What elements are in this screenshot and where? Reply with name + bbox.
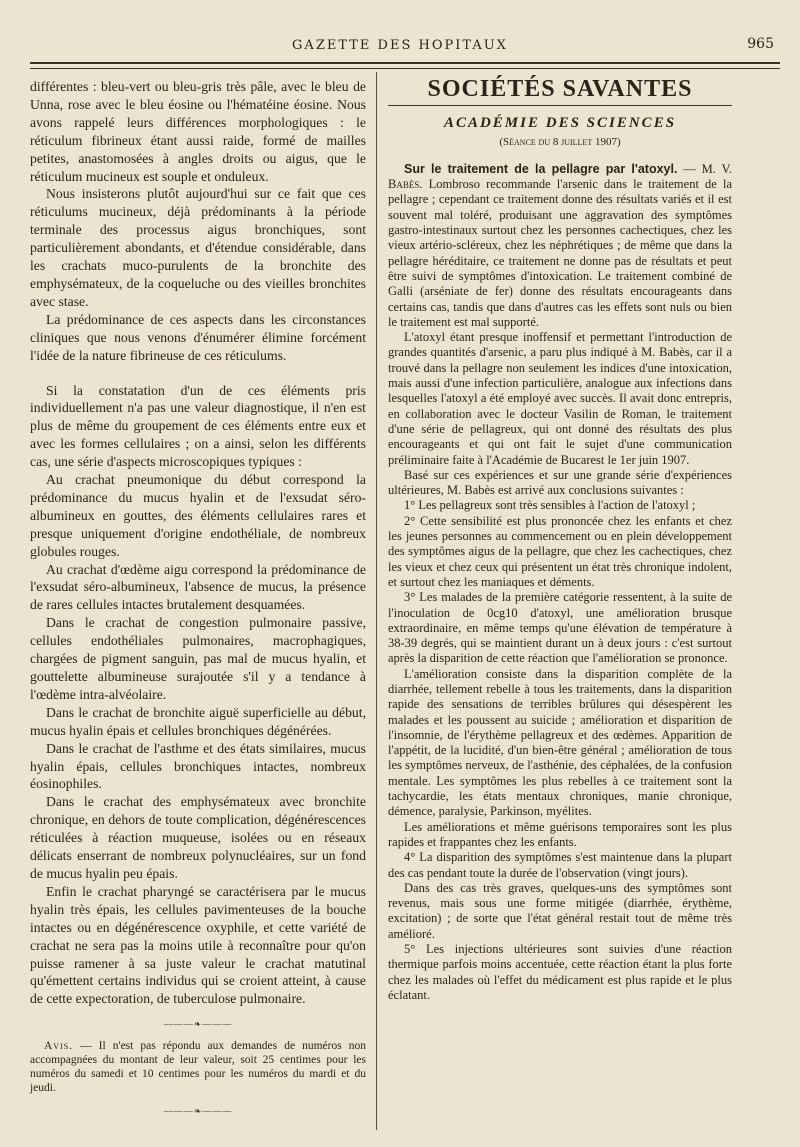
list-item: 3° Les malades de la première catégorie ressentent, à la suite de l'inoculation de 0cg10 d'atoxyl, une amélioration brusque extraordinaire, en même temps qu'une élévation de température à 38-39 degrés, qui se maintient durant un à deux jours : c'est surtout après la disparition de cette réaction que l'amélioration se prononce. — [388, 590, 732, 666]
section-rule — [388, 105, 732, 106]
list-item: 5° Les injections ultérieures sont suivies d'une réaction thermique parfois moins accentuée, cette réaction étant la plus forte chez les malades où l'effet du médicament est plus rapide et le plus éclatant. — [388, 942, 732, 1002]
running-head: GAZETTE DES HOPITAUX — [292, 38, 508, 53]
paragraph-gap — [30, 365, 366, 382]
header-rule — [30, 62, 780, 64]
ornament-divider: ———❧——— — [163, 1019, 233, 1030]
list-item: 4° La disparition des symptômes s'est maintenue dans la plupart des cas pendant toute la durée de l'observation (vingt jours). — [388, 850, 732, 880]
avis-notice — [30, 1039, 366, 1095]
paragraph: Nous insisterons plutôt aujourd'hui sur ce fait que ces réticulums mucineux, déjà prédominants à la période terminale des processus aigus bronchiques, sont particulièrement abondants, et d'étendue considérable, dans les crachats muco-purulents de la bronchite des emphysémateux, de la coqueluche ou des vieilles bronchites avec stase. — [30, 186, 366, 309]
header-rule-thin — [30, 68, 780, 69]
paragraph: Dans le crachat des emphysémateux avec bronchite chronique, en dehors de toute complication, dégénérescences réticulées à réaction muqueuse, isolées ou en réseaux délicats enserrant de nombreux polynucléaires, sur un fond de mucus hyalin peu épais. — [30, 794, 366, 881]
session-date: (Séance du 8 juillet 1907) — [499, 135, 621, 148]
right-column — [388, 78, 732, 1003]
paragraph: Dans le crachat de l'asthme et des états similaires, mucus hyalin épais, cellules bronchiques intactes, nombreux éosinophiles. — [30, 740, 366, 792]
paragraph: différentes : bleu-vert ou bleu-gris très pâle, avec le bleu de Unna, rose avec le bleu éosine ou l'hématéine éosine. Nous avons rappelé leurs différences morphologiques : le réticulum fibrineux étant aussi raide, formé de mailles petites, anastomosées à angles droits ou aigus, que le réticulum mucineux est souple et onduleux. — [30, 79, 366, 184]
paragraph: Au crachat pneumonique du début correspond la prédominance du mucus hyalin et de l'exsudat séro-albumineux en gouttes, des éléments cellulaires rares et presque uniquement d'origine endothéliale, de nombreux globules rouges. — [30, 472, 366, 559]
paragraph: Lombroso recommande l'arsenic dans le traitement de la pellagre ; cependant ce traitement donne des résultats variés et il est souvent mal toléré, produisant une aggravation des symptômes gastro-intestinaux surtout chez les personnes cachectiques, chez les vieux artério-scléreux, chez les néphrétiques ; de même que dans la pellagre héréditaire, ce traitement ne donne pas de résultats et peut être suivi de symptômes d'intoxication. Le traitement combiné de Galli (arséniate de fer) donne des résultats encourageants dans certains cas, tandis que dans d'autres cas les effets sont nuls ou bien le traitement est mal supporté. — [388, 177, 733, 329]
ornament-divider: ———❧——— — [163, 1106, 233, 1117]
paragraph: Les améliorations et même guérisons temporaires sont les plus rapides et frappantes chez les enfants. — [388, 819, 732, 849]
paragraph: Basé sur ces expériences et sur une grande série d'expériences ultérieures, M. Babès est arrivé aux conclusions suivantes : — [388, 467, 732, 498]
page-number: 965 — [747, 36, 774, 52]
paragraph: L'amélioration consiste dans la disparition complète de la diarrhée, tellement rebelle à tous les traitements, dans la disparition rapide des sensations de terribles brûlures qui désespèrent les malades et les poussent au suicide ; amélioration et disparition de l'insomnie, de l'érythème pellagreux et des œdèmes. Apparition de l'appétit, de la lucidité, d'un bien-être général ; amélioration de tous les symptômes nerveux, de l'asthénie, des céphalées, de la confusion mentale. Les symptômes les plus rebelles à ce traitement sont la tachycardie, les états mentaux chroniques, manie chronique, démence, paralysie, Parkinson, myélites. — [388, 666, 732, 819]
paragraph: Dans des cas très graves, quelques-uns des symptômes sont revenus, mais sous une forme mitigée (diarrhée, érythème, excitation) ; de sorte que l'état général restait tout de même très amélioré. — [388, 880, 732, 941]
avis-label: Avis. — [44, 1040, 74, 1053]
left-column — [30, 78, 366, 1126]
list-item: 2° Cette sensibilité est plus prononcée chez les enfants et chez les jeunes personnes au commencement ou en plein développement des symptômes aigus de la pellagre, que chez les cachectiques, chez les vieux et chez ceux qui présentent un état très chronique indolent, et surtout chez les maniaques et déments. — [388, 513, 732, 589]
paragraph: Si la constatation d'un de ces éléments pris individuellement n'a pas une valeur diagnostique, il n'en est plus de même du groupement de ces éléments entre eux et avec les formes cellulaires ; on a ainsi, selon les différents cas, une série d'aspects microscopiques typiques : — [30, 382, 366, 470]
article-title: Sur le traitement de la pellagre par l'atoxyl. — [404, 161, 678, 176]
list-item: 1° Les pellagreux sont très sensibles à l'action de l'atoxyl ; — [404, 498, 696, 513]
academy-title: ACADÉMIE DES SCIENCES — [443, 115, 677, 132]
paragraph: Dans le crachat de bronchite aiguë superficielle au début, mucus hyalin épais et cellules bronchiques dégénérées. — [30, 704, 366, 738]
article-lead — [388, 162, 732, 330]
section-title: SOCIÉTÉS SAVANTES — [427, 76, 693, 102]
paragraph: Enfin le crachat pharyngé se caractérisera par le mucus hyalin très épais, les cellules pavimenteuses de la bouche intactes ou en dégénérescence oxyphile, et cette variété de crachat ne sera pas la moins utile à reconnaître pour qu'on puisse ramener à sa juste valeur le crachat matutinal qu'émettent certains individus qui se croient atteint, à cause de cette expectoration, de tuberculose pulmonaire. — [30, 883, 366, 1007]
avis-text: — Il n'est pas répondu aux demandes de numéros non accompagnées du montant de leur valeur, soit 25 centimes pour les numéros du samedi et 10 centimes pour les numéros du mardi et du jeudi. — [30, 1040, 366, 1095]
article-author-prefix: — M. V. — [683, 161, 733, 176]
paragraph: L'atoxyl étant presque inoffensif et permettant l'introduction de grandes quantités d'arsenic, a paru plus indiqué à M. Babès, car il a trouvé dans la pellagre non seulement les indices d'une intoxication, mais aussi d'une infection particulière, analogue aux infections dans lesquelles l'atoxyl a été employé avec succès. Il avait donc entrepris, en collaboration avec le docteur Vasilin de Roman, le traitement d'une série de pellagreux, qui ont donné des résultats des plus encourageants et qui ont fait le sujet d'une communication préliminaire faite à l'Académie de Bucarest le 1er juin 1907. — [388, 330, 732, 467]
paragraph: La prédominance de ces aspects dans les circonstances cliniques que nous venons d'énumérer élimine forcément l'idée de la nature fibrineuse de ces réticulums. — [30, 311, 366, 363]
article-author: Babès. — [388, 177, 423, 192]
paragraph: Dans le crachat de congestion pulmonaire passive, cellules endothéliales pulmonaires, macrophagiques, chargées de pigment sanguin, pas mal de mucus hyalin, et gouttelette albumineuse surajoutée s'il y a tendance à l'œdème intra-alvéolaire. — [30, 615, 366, 702]
column-separator — [376, 72, 377, 1130]
paragraph: Au crachat d'œdème aigu correspond la prédominance de l'exsudat séro-albumineux, l'absence de mucus, la présence de rares cellules intactes brutalement desquamées. — [30, 561, 366, 613]
